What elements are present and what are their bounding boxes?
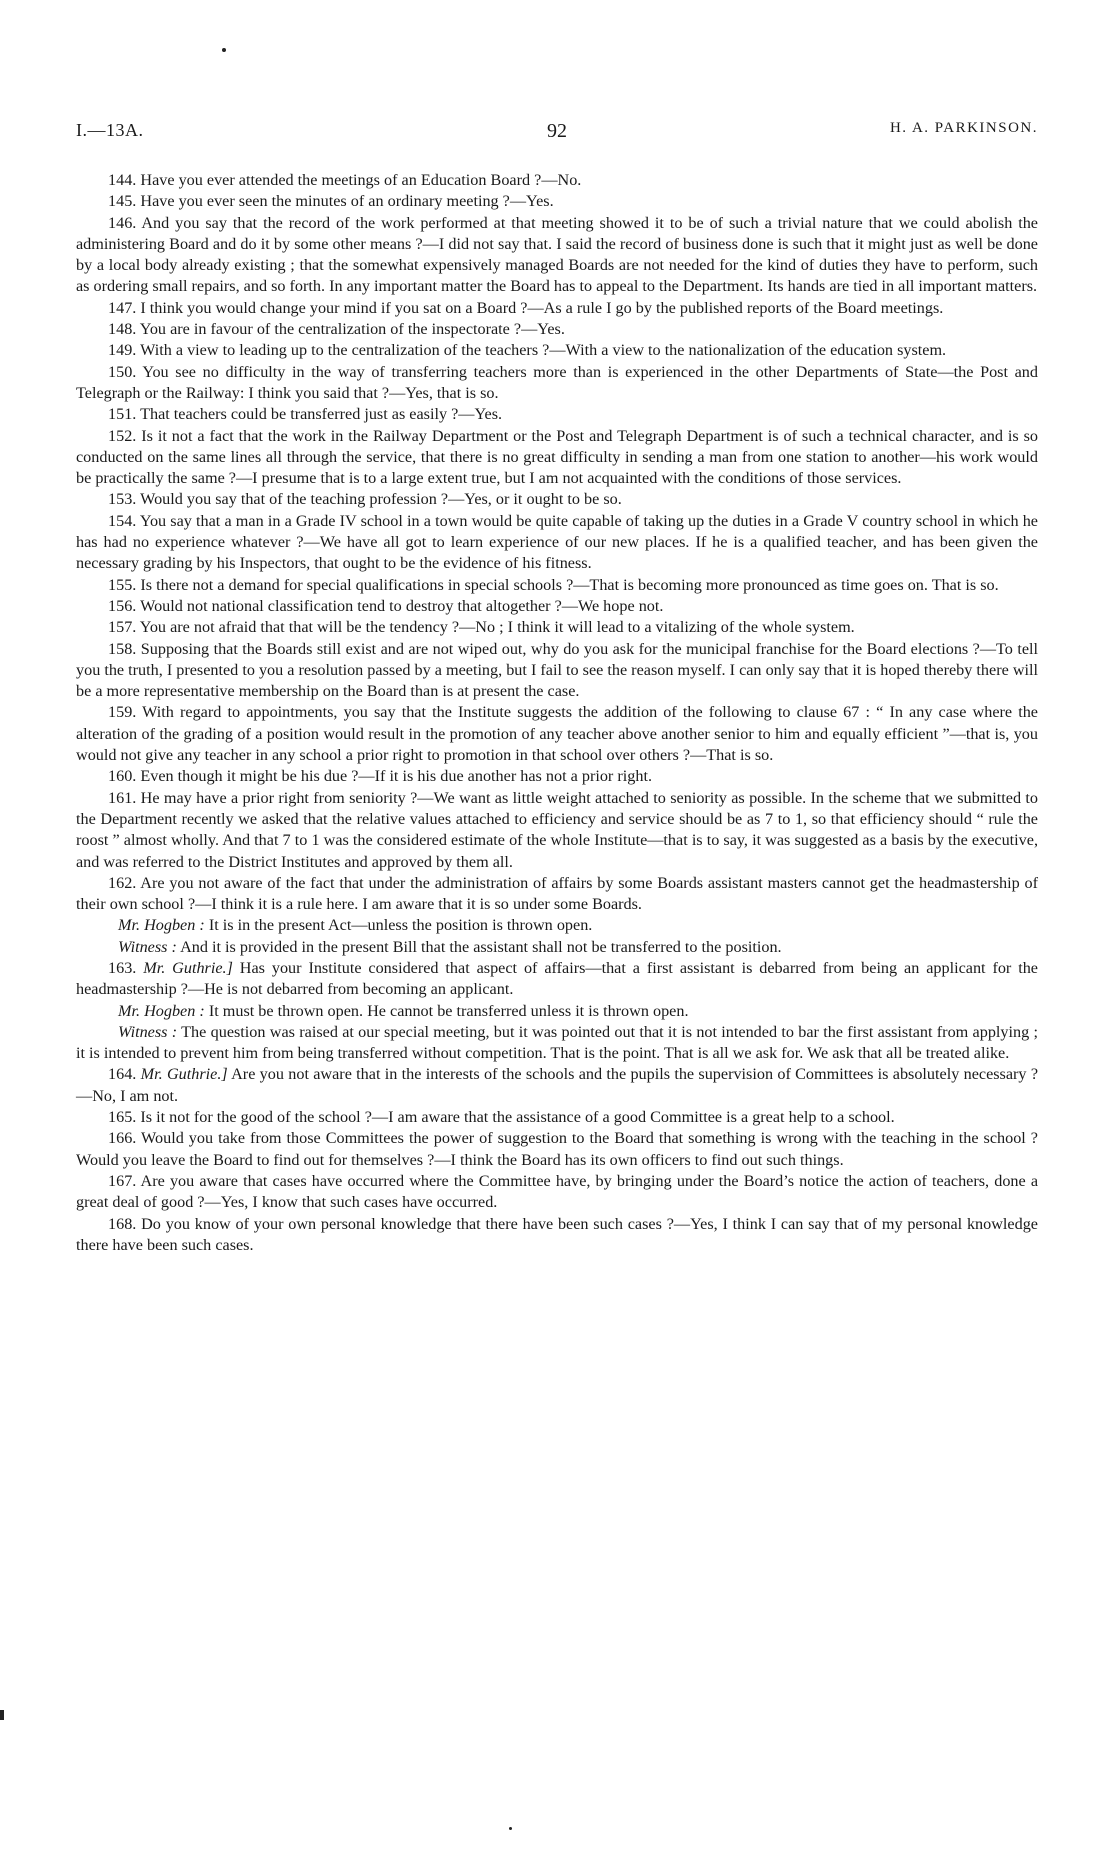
question-150: 150. You see no difficulty in the way of transferring teachers more than is experienced in the other Departments of State—the Post and Telegraph or the Railway: I think you said that ?—Yes, that is so. — [76, 362, 1038, 402]
statement-hogben — [76, 1001, 1038, 1022]
question-155: 155. Is there not a demand for special qualifications in special schools ?—That is becoming more pronounced as time goes on. That is so. — [108, 575, 999, 594]
question-153: 153. Would you say that of the teaching profession ?—Yes, or it ought to be so. — [108, 490, 622, 509]
question-158: 158. Supposing that the Boards still exist and are not wiped out, why do you ask for the municipal franchise for the Board elections ?—To tell you the truth, I presented to you a resolution passed by a meeting, but I fail to see the reason myself. I can only say that it is hoped thereby there will be a more representative membership on the Board than is at present the case. — [76, 639, 1039, 701]
question-text: Has your Institute considered that aspect of affairs—that a first assistant is debarred from being an applicant for the headmastership ?—He is not debarred from becoming an applicant. — [76, 958, 1038, 999]
question-152: 152. Is it not a fact that the work in the Railway Department or the Post and Telegraph Department is of such a technical character, and is so conducted on the same lines all through the service, that there is no great difficulty in sending a man from one station to another—his work would be practically the same ?—I presume that is to a large extent true, but I am not acquainted with the conditions of those services. — [76, 426, 1038, 488]
question-163 — [76, 958, 1038, 1001]
question-168: 168. Do you know of your own personal knowledge that there have been such cases ?—Yes, I think I can say that of my personal knowledge there have been such cases. — [76, 1214, 1038, 1254]
scan-speck — [222, 48, 226, 52]
question-number: 163. — [108, 958, 137, 977]
question-number: 164. — [108, 1065, 137, 1084]
question-145: 145. Have you ever seen the minutes of an ordinary meeting ?—Yes. — [108, 192, 554, 211]
speaker-name: Mr. Hogben : — [118, 916, 205, 935]
statement-hogben — [76, 915, 1038, 936]
statement-text: The question was raised at our special meeting, but it was pointed out that it is not intended to bar the first assistant from applying ; it is intended to prevent him from being transferred without competition. That is the point. That is all we ask for. We ask that all be treated alike. — [76, 1022, 1038, 1063]
speaker-name: Mr. Hogben : — [118, 1001, 205, 1020]
question-165: 165. Is it not for the good of the school ?—I am aware that the assistance of a good Committee is a great help to a school. — [108, 1108, 895, 1127]
question-166: 166. Would you take from those Committees the power of suggestion to the Board that something is wrong with the teaching in the school ? Would you leave the Board to find out for themselves ?—I think the Board has its own officers to find out such things. — [76, 1129, 1038, 1169]
question-154: 154. You say that a man in a Grade IV school in a town would be quite capable of taking up the duties in a Grade V country school in which he has had no experience whatever ?—We have all got to learn experience of our new places. If he is a qualified teacher, and has been given the necessary grading by his Inspectors, that ought to be the evidence of his fitness. — [76, 511, 1038, 573]
statement-text: It is in the present Act—unless the position is thrown open. — [208, 916, 593, 935]
page-number: 92 — [547, 120, 567, 142]
statement-text: And it is provided in the present Bill that the assistant shall not be transferred to the position. — [180, 937, 782, 956]
question-164 — [76, 1064, 1038, 1107]
page-header — [76, 120, 1038, 150]
scan-speck — [509, 1827, 512, 1830]
speaker-name: Mr. Guthrie.] — [140, 1065, 228, 1084]
statement-text: It must be thrown open. He cannot be transferred unless it is thrown open. — [208, 1001, 689, 1020]
question-147: 147. I think you would change your mind if you sat on a Board ?—As a rule I go by the published reports of the Board meetings. — [108, 298, 944, 317]
question-151: 151. That teachers could be transferred just as easily ?—Yes. — [108, 405, 503, 424]
statement-witness — [76, 937, 1038, 958]
statement-witness — [76, 1022, 1038, 1065]
question-162: 162. Are you not aware of the fact that under the administration of affairs by some Boards assistant masters cannot get the headmastership of their own school ?—I think it is a rule here. I am aware that it is so under some Boards. — [76, 873, 1038, 914]
question-149: 149. With a view to leading up to the centralization of the teachers ?—With a view to the nationalization of the education system. — [108, 341, 947, 360]
question-161: 161. He may have a prior right from seniority ?—We want as little weight attached to seniority as possible. In the scheme that we submitted to the Department recently we asked that the relative values attached to efficiency and service should be as 7 to 1, so that efficiency should “ rule the roost ” almost wholly. And that 7 to 1 was the considered estimate of the whole Institute—that is to say, it was suggested as a basis by the executive, and was referred to the District Institutes and approved by them all. — [76, 788, 1038, 871]
question-text: Are you not aware that in the interests of the schools and the pupils the supervision of Committees is absolutely necessary ?—No, I am not. — [76, 1065, 1039, 1105]
witness-name: H. A. PARKINSON. — [889, 120, 1038, 136]
question-146: 146. And you say that the record of the work performed at that meeting showed it to be of such a trivial nature that we could abolish the administering Board and do it by some other means ?—I did not say that. I said the record of business done is such that it might just as well be done by a local body already existing ; that the somewhat expensively managed Boards are not needed for the kind of duties they have to perform, such as ordering small repairs, and so forth. In any important matter the Board has to appeal to the Department. Its hands are tied in all important matters. — [76, 213, 1038, 296]
report-reference: I.—13A. — [76, 120, 144, 140]
question-159: 159. With regard to appointments, you say that the Institute suggests the addition of the following to clause 67 : “ In any case where the alteration of the grading of a position would result in the promotion of any teacher above another senior to him and equally efficient ”—that is, you would not give any teacher in any school a prior right to promotion in that school over others ?—That is so. — [76, 703, 1038, 765]
question-160: 160. Even though it might be his due ?—If it is his due another has not a prior right. — [108, 767, 652, 786]
question-157: 157. You are not afraid that that will be the tendency ?—No ; I think it will lead to a vitalizing of the whole system. — [108, 618, 855, 637]
question-156: 156. Would not national classification tend to destroy that altogether ?—We hope not. — [108, 596, 664, 615]
testimony-text — [76, 170, 1038, 1256]
speaker-name: Mr. Guthrie.] — [143, 958, 233, 977]
question-148: 148. You are in favour of the centralization of the inspectorate ?—Yes. — [108, 320, 565, 339]
question-144: 144. Have you ever attended the meetings of an Education Board ?—No. — [108, 171, 582, 189]
speaker-name: Witness : — [118, 1022, 178, 1041]
speaker-name: Witness : — [118, 937, 177, 956]
scan-speck — [0, 1710, 4, 1720]
question-167: 167. Are you aware that cases have occurred where the Committee have, by bringing under the Board’s notice the action of teachers, done a great deal of good ?—Yes, I know that such cases have occurred. — [76, 1171, 1038, 1212]
